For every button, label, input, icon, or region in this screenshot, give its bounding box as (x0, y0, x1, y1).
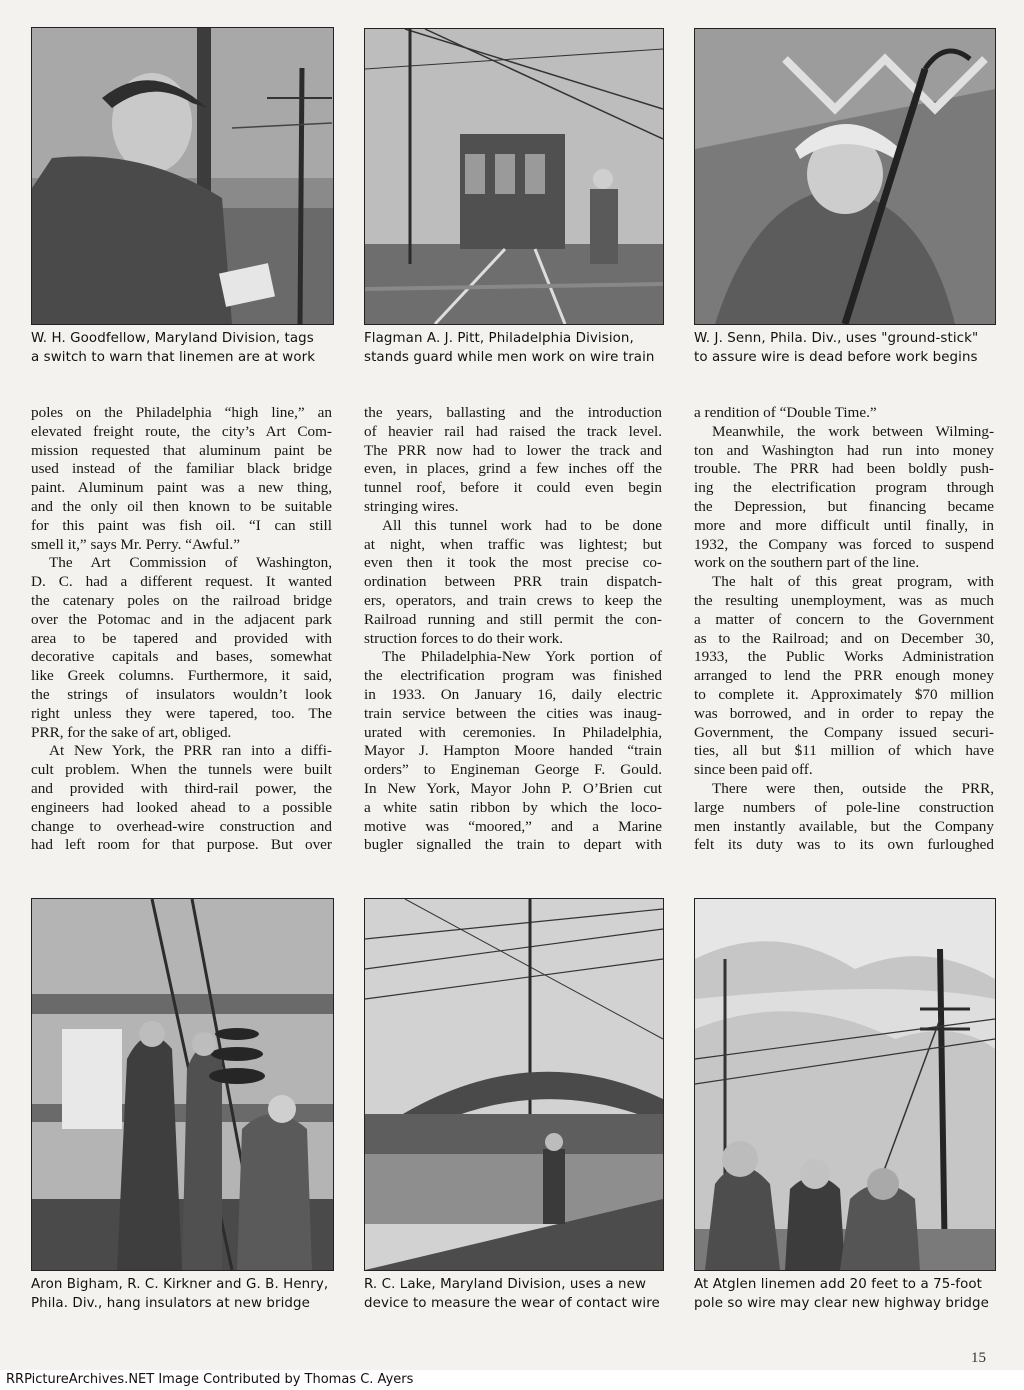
text-line: ing the electrification program through (694, 479, 994, 497)
text-line: and the only oil then known to be suitable (31, 497, 332, 515)
text-line: smell it,” says Mr. Perry. “Awful.” (31, 535, 240, 553)
text-line: over the Potomac and in the adjacent park (31, 610, 332, 628)
text-line: decorative capitals and bases, somewhat (31, 648, 332, 666)
text-line: cult problem. When the tunnels were built (31, 761, 332, 779)
text-line: men instantly available, but the Company (694, 817, 994, 835)
text-line: right unless they were tapered, too. The (31, 704, 332, 722)
text-column-3 (694, 404, 994, 855)
caption-senn (694, 329, 978, 367)
text-line: was borrowed, and in order to repay the (694, 704, 994, 722)
text-line: for this paint was fish oil. “I can still (31, 516, 332, 534)
text-line: the Depression, but financing became (694, 497, 994, 515)
text-line: since been paid off. (694, 761, 813, 779)
text-line: a white satin ribbon by which the loco- (364, 798, 662, 816)
text-line: at night, when traffic was lightest; but (364, 535, 662, 553)
text-line: a rendition of “Double Time.” (694, 404, 877, 421)
photo-lake-contact-wire (364, 898, 664, 1271)
text-line: the years, ballasting and the introduction (364, 404, 662, 421)
text-line: mission requested that aluminum paint be (31, 441, 332, 459)
text-line: tunnel roof, before it could even begin (364, 479, 662, 497)
text-line: ers, operators, and train crews to keep the (364, 591, 662, 609)
text-line: like Greek columns. Furthermore, it said, (31, 667, 332, 685)
text-line: the resulting unemployment, was as much (694, 591, 994, 609)
text-line: elevated freight route, the city’s Art Com- (31, 422, 332, 440)
text-line: even, in places, grind a few inches off the (364, 460, 662, 478)
text-line: 1932, the Company was forced to suspend (694, 535, 994, 553)
text-line: The Philadelphia-New York portion of (382, 648, 662, 666)
text-line: All this tunnel work had to be done (382, 516, 662, 534)
caption-line: stands guard while men work on wire train (364, 350, 655, 365)
text-line: the catenary poles on the railroad bridge (31, 591, 332, 609)
text-line: train service between the cities was inaug- (364, 704, 662, 722)
caption-line: Flagman A. J. Pitt, Philadelphia Division, (364, 331, 634, 346)
caption-line: Phila. Div., hang insulators at new bridge (31, 1296, 310, 1311)
caption-pitt (364, 329, 655, 367)
photo-insulators-new-bridge (31, 898, 334, 1271)
caption-line: W. J. Senn, Phila. Div., uses "ground-stick" (694, 331, 979, 346)
text-line: more and more difficult until finally, in (694, 516, 994, 534)
text-line: paint. Aluminum paint was a new thing, (31, 479, 332, 497)
text-line: felt its duty was to its own furloughed (694, 836, 994, 854)
text-line: engineers had looked ahead to a possible (31, 798, 332, 816)
text-line: D. C. had a different request. It wanted (31, 573, 332, 591)
text-column-1 (31, 404, 332, 855)
text-line: the strings of insulators wouldn’t look (31, 685, 332, 703)
text-line: used instead of the familiar black bridge (31, 460, 332, 478)
text-line: to complete it. Approximately $70 million (694, 685, 994, 703)
caption-line: device to measure the wear of contact wire (364, 1296, 660, 1311)
page-number: 15 (971, 1350, 986, 1366)
text-column-2 (364, 404, 662, 855)
text-line: had left room for that purpose. But over (31, 836, 332, 854)
photo-pitt-wire-train (364, 28, 664, 325)
text-line: orders” to Engineman George F. Gould. (364, 761, 662, 779)
text-line: motive was “moored,” and a Marine (364, 817, 662, 835)
text-line: in 1933. On January 16, daily electric (364, 685, 662, 703)
caption-line: W. H. Goodfellow, Maryland Division, tags (31, 331, 314, 346)
text-line: PRR, for the sake of art, obliged. (31, 723, 232, 741)
photo-goodfellow-switch (31, 27, 334, 325)
text-line: In New York, Mayor John P. O’Brien cut (364, 779, 662, 797)
text-line: stringing wires. (364, 497, 459, 515)
text-line: area to be tapered and provided with (31, 629, 332, 647)
caption-line: to assure wire is dead before work begins (694, 350, 978, 365)
text-line: the electrification program was finished (364, 667, 662, 685)
text-line: ordination between PRR train dispatch- (364, 573, 662, 591)
caption-line: Aron Bigham, R. C. Kirkner and G. B. Henry, (31, 1277, 329, 1292)
text-line: The halt of this great program, with (712, 573, 994, 591)
text-line: Meanwhile, the work between Wilming- (712, 422, 994, 440)
caption-line: pole so wire may clear new highway bridge (694, 1296, 989, 1311)
text-line: trouble. The PRR had been boldly push- (694, 460, 994, 478)
text-line: ton and Washington had run into money (694, 441, 994, 459)
photo-senn-ground-stick (694, 28, 996, 325)
caption-line: R. C. Lake, Maryland Division, uses a new (364, 1277, 646, 1292)
text-line: At New York, the PRR ran into a diffi- (49, 742, 332, 760)
text-line: Railroad running and still permit the con- (364, 610, 662, 628)
text-line: urated with ceremonies. In Philadelphia, (364, 723, 662, 741)
caption-lake (364, 1275, 660, 1313)
text-line: as to the Railroad; and on December 30, (694, 629, 994, 647)
caption-goodfellow (31, 329, 315, 367)
photo-atglen-pole (694, 898, 996, 1271)
text-line: even then it took the most precise co- (364, 554, 662, 572)
text-line: struction forces to do their work. (364, 629, 564, 647)
text-line: The PRR now had to lower the track and (364, 441, 662, 459)
caption-atglen (694, 1275, 989, 1313)
text-line: There were then, outside the PRR, (712, 779, 994, 797)
text-line: bugler signalled the train to depart with (364, 836, 662, 854)
text-line: large numbers of pole-line construction (694, 798, 994, 816)
caption-line: a switch to warn that linemen are at work (31, 350, 316, 365)
caption-insulators (31, 1275, 328, 1313)
text-line: arranged to lend the PRR enough money (694, 667, 994, 685)
text-line: The Art Commission of Washington, (49, 554, 332, 572)
image-credit: RRPictureArchives.NET Image Contributed by Thomas C. Ayers (0, 1370, 1024, 1390)
text-line: Government, the Company issued securi- (694, 723, 994, 741)
text-line: 1933, the Public Works Administration (694, 648, 994, 666)
text-line: Mayor J. Hampton Moore handed “train (364, 742, 662, 760)
text-line: of heavier rail had raised the track level. (364, 422, 662, 440)
text-line: work on the southern part of the line. (694, 554, 920, 572)
text-line: change to overhead-wire construction and (31, 817, 332, 835)
text-line: and provided with third-rail power, the (31, 779, 332, 797)
text-line: a matter of concern to the Government (694, 610, 994, 628)
text-line: poles on the Philadelphia “high line,” an (31, 404, 332, 421)
caption-line: At Atglen linemen add 20 feet to a 75-foot (694, 1277, 983, 1292)
text-line: ties, all but $11 million of which have (694, 742, 994, 760)
